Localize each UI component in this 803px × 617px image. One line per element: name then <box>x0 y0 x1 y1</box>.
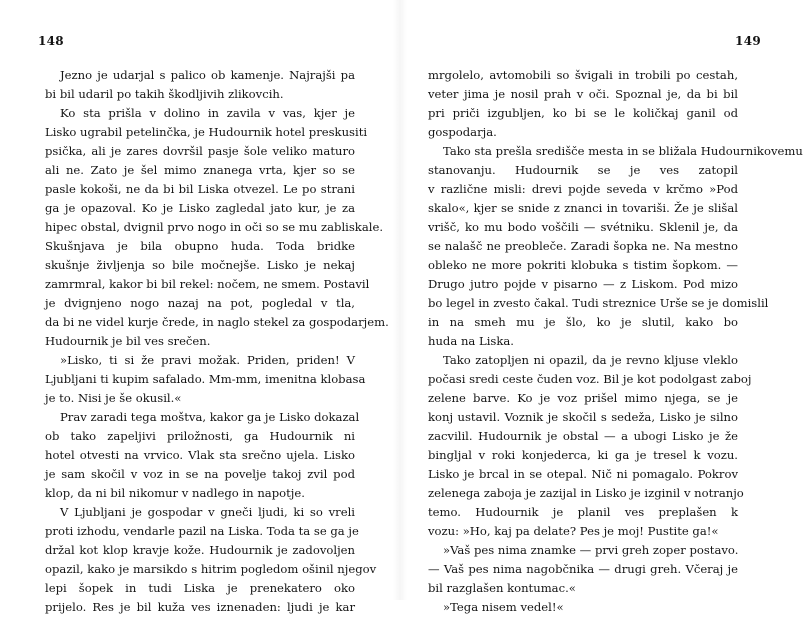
text-line: Jezno je udarjal s palico ob kamenje. Najrajši pa <box>60 68 355 82</box>
text-line: Lisko ugrabil petelinčka, je Hudournik hotel preskusiti <box>45 125 368 139</box>
text-line: Tako zatopljen ni opazil, da je revno kljuse vleklo <box>443 353 738 367</box>
left-page <box>0 0 400 614</box>
text-line: temo. Hudournik je planil ves preplašen k <box>428 505 738 519</box>
text-line: držal kot klop kravje kože. Hudournik je zadovoljen <box>45 543 355 557</box>
text-line: je to. Nisi je še okusil.« <box>45 391 182 405</box>
text-line: da bi ne videl kurje črede, in naglo stekel za gospodarjem. <box>45 315 389 329</box>
text-line: obleko ne more pokriti klobuka s tistim šopkom. — <box>428 258 738 272</box>
text-line: Skušnjava je bila obupno huda. Toda bridke <box>45 239 355 253</box>
text-line: je sam skočil v voz in se na povelje takoj zvil pod <box>45 467 355 481</box>
text-line: ob tako zapeljivi priložnosti, ga Hudournik ni <box>45 429 355 443</box>
text-line: Ko sta prišla v dolino in zavila v vas, kjer je <box>60 106 355 120</box>
left-page-text <box>45 66 389 617</box>
text-line: »Tega nisem vedel!« <box>443 600 564 614</box>
text-line: opazil, kako je marsikdo s hitrim pogledom ošinil njegov <box>45 562 377 576</box>
text-line: mrgolelo, avtomobili so švigali in trobili po cestah, <box>428 68 738 82</box>
text-line: zelene barve. Ko je voz prišel mimo njega, se je <box>428 391 738 405</box>
text-line: huda na Liska. <box>428 334 514 348</box>
right-page <box>400 0 803 614</box>
text-line: lepi šopek in tudi Liska je prenekatero oko <box>45 581 355 595</box>
text-line: je dvignjeno nogo nazaj na pot, pogledal v tla, <box>45 296 355 310</box>
text-line: ga je opazoval. Ko je Lisko zagledal jato kur, je za <box>45 201 355 215</box>
text-line: hipec obstal, dvignil prvo nogo in oči so se mu zabliskale. <box>45 220 384 234</box>
text-line: Hudournik je bil ves srečen. <box>45 334 211 348</box>
text-line: Prav zaradi tega moštva, kakor ga je Lisko dokazal <box>60 410 360 424</box>
text-line: Tako sta prešla središče mesta in se bližala Hudournikovemu <box>443 144 803 158</box>
text-line: hotel otvesti na vrvico. Vlak sta srečno ujela. Lisko <box>45 448 355 462</box>
text-line: psička, ali je zares dovršil pasje šole veliko maturo <box>45 144 355 158</box>
text-line: pri priči izgubljen, ko bi se le količkaj ganil od <box>428 106 738 120</box>
text-line: v različne misli: drevi pojde seveda v krčmo »Pod <box>428 182 738 196</box>
text-line: gospodarja. <box>428 125 497 139</box>
text-line: skalo«, kjer se snide z znanci in tovariši. Že je slišal <box>428 201 738 215</box>
text-line: klop, da ni bil nikomur v nadlego in napotje. <box>45 486 305 500</box>
text-line: bo legel in zvesto čakal. Tudi streznice Urše se je domislil <box>428 296 769 310</box>
text-line: počasi sredi ceste čuden voz. Bil je kot podolgast zaboj <box>428 372 752 386</box>
text-line: vrišč, ko mu bodo voščili — svétniku. Sklenil je, da <box>428 220 738 234</box>
text-line: konj ustavil. Voznik je skočil s sedeža, Lisko je silno <box>428 410 738 424</box>
text-line: zacvilil. Hudournik je obstal — a ubogi Lisko je že <box>428 429 738 443</box>
text-line: ali ne. Zato je šel mimo znanega vrta, kjer so se <box>45 163 355 177</box>
text-line: »Lisko, ti si že pravi možak. Priden, priden! V <box>60 353 355 367</box>
text-line: zelenega zaboja je zazijal in Lisko je izginil v notranjo <box>428 486 744 500</box>
text-line: se nalašč ne preobleče. Zaradi šopka ne. Na mestno <box>428 239 738 253</box>
text-line: Lisko je brcal in se otepal. Nič ni pomagalo. Pokrov <box>428 467 738 481</box>
text-line: skušnje življenja so bile močnejše. Lisko je nekaj <box>45 258 355 272</box>
text-line: bingljal v roki konjederca, ki ga je tresel k vozu. <box>428 448 738 462</box>
text-line: — Vaš pes nima nagobčnika — drugi greh. Včeraj je <box>428 562 738 576</box>
text-line: pasle kokoši, ne da bi bil Liska otvezel. Le po strani <box>45 182 355 196</box>
text-line: in na smeh mu je šlo, ko je slutil, kako bo <box>428 315 738 329</box>
right-page-text <box>428 66 803 617</box>
page-number-left: 148 <box>38 34 64 48</box>
text-line: vozu: »Ho, kaj pa delate? Pes je moj! Pustite ga!« <box>428 524 719 538</box>
text-line: veter jima je nosil prah v oči. Spoznal je, da bi bil <box>428 87 738 101</box>
text-line: V Ljubljani je gospodar v gneči ljudi, ki so vreli <box>60 505 355 519</box>
text-line: bi bil udaril po takih škodljivih zlikovcih. <box>45 87 284 101</box>
text-line: Ljubljani ti kupim safalado. Mm-mm, imenitna klobasa <box>45 372 366 386</box>
text-line: zamrmral, kakor bi bil rekel: nočem, ne smem. Postavil <box>45 277 370 291</box>
text-line: bil razglašen kontumac.« <box>428 581 576 595</box>
text-line: stanovanju. Hudournik se je ves zatopil <box>428 163 738 177</box>
page-number-right: 149 <box>735 34 761 48</box>
text-line: Drugo jutro pojde v pisarno — z Liskom. Pod mizo <box>428 277 738 291</box>
text-line: proti izhodu, vendarle pazil na Liska. Toda ta se ga je <box>45 524 359 538</box>
text-line: »Vaš pes nima znamke — prvi greh zoper postavo. <box>443 543 739 557</box>
text-line: prijelo. Res je bil kuža ves iznenaden: ljudi je kar <box>45 600 355 614</box>
